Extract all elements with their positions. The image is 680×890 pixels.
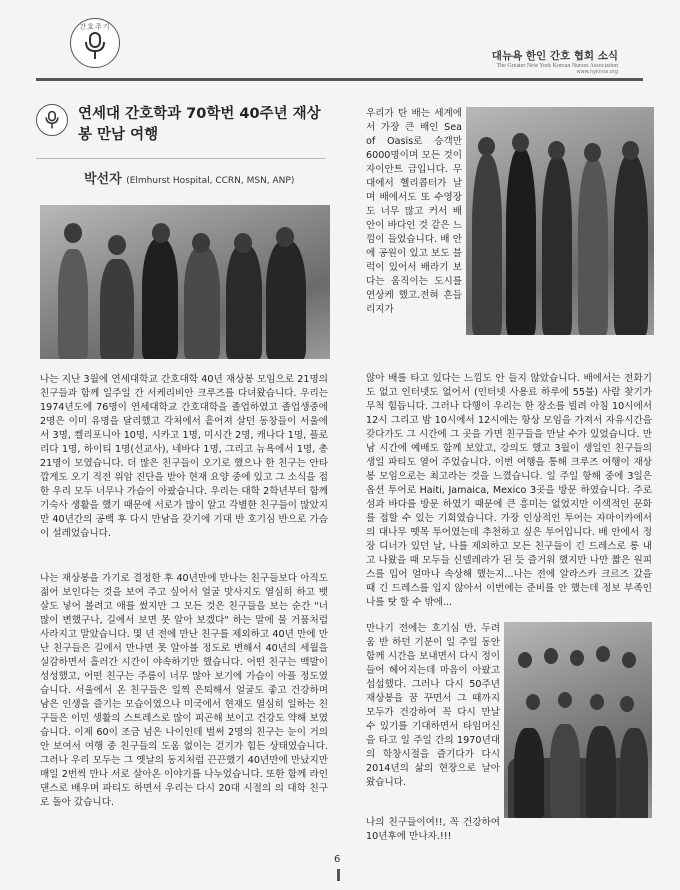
group-photo-dinner-dresses (466, 107, 654, 335)
logo (70, 18, 120, 68)
author-credentials: (Elmhurst Hospital, CCRN, MSN, ANP) (126, 176, 295, 186)
publication-url: www.nyknna.org (576, 69, 618, 75)
closing-line: 나의 친구들이여!!, 꼭 건강하여 10년후에 만나자.!!! (366, 817, 500, 842)
paragraph-cruise: 않아 배를 타고 있다는 느낌도 안 들지 않았습니다. 배에서는 전화기도 없고 인터넷도 없어서 (인터넷 사용료 하루에 55불) 사람 찾기가 무척 힘듭니다. 그러나 다행이 우리는 한 장소를 빌려 아침 10시에서 12시 그리고 밤 10시에서 12시에는 항상 모임을 가져서 자유시간을 갖다가도 그 시간에 그 곳을 가면 친구들을 만날 수가 있었습니다. 만남 시간에 예배도 함께 보았고, 강의도 했고 3월이 생일인 친구들의 생일 파티도 열어 주었습니다. 이번 여행을 통해 크루즈 여행이 재상봉 모임으로는 최고라는 것을 느꼈습니다. 일 주일 항해 중에 3일은 옵션 투어로 Haiti, Jamaica, Mexico 3곳을 방문 하였습니다. 주로 섬과 바다를 방문 하였기 때문에 큰 흥미는 없었지만 이색적인 문화를 접할 수 있는 기회였습니다. 가장 인상적인 투어는 자마이카에서의 대나무 뗏목 투어였는데 추천하고 싶은 투어입니다. 배 안에서 정장 디너가 있던 날, 나를 제외하고 모든 친구들이 긴 드레스로 롱 내고 나왔을 때 모두들 신델레라가 된 듯 즐거워 했지만 나만 짧은 원피스를 입어 얼마나 속상해 했는지...나는 전에 알라스카 크르즈 갔을 때 긴 드레스를 입지 않아서 이번에는 준비를 안 했는데 정보 부족인 나를 탓 할 수 밖에... (366, 373, 652, 608)
stethoscope-icon (43, 110, 61, 130)
publication-subtitle: The Greater New York Korean Nurses Association (496, 63, 618, 69)
header-rule (36, 78, 643, 81)
article-author (84, 168, 294, 187)
article-title: 연세대 간호학과 70학번 40주년 재상봉 만남 여행 (78, 106, 321, 143)
article-icon (36, 104, 68, 136)
group-photo-cruise-deck (40, 205, 330, 359)
paragraph-reunion: 나는 재상봉을 가기로 결정한 후 40년만에 만나는 친구들보다 아직도 젊어 보인다는 것을 보여 주고 싶어서 얼굴 맛사지도 열심히 하고 뱃살도 넣어 볼려고 애를 썼지만 그 모든 것은 친구들을 보는 순간 "너 많이 변했구나, 길에서 보면 못 알아 보겠다" 하는 말에 물 거품처럼 사라지고 말았습니다. 몇 년 전에 만난 친구를 제외하고 40년 만에 만난 친구들은 길에서 만나면 못 알아볼 정도로 변해서 40년의 세월을 실감하면서 흘러간 시간이 야속하기만 했습니다. 어떤 친구는 백발이 성성했고, 어떤 친구는 주름이 너무 많아 보기에 가슴이 아플 정도였습니다. 서울에서 온 친구들은 일찍 은퇴해서 얼굴도 좋고 건강하며 남은 인생을 즐기는 모습이였으나 미국에서 현재도 열심히 일하는 친구들은 이민 생활의 스트레스로 많이 피곤해 보이고 건강도 약해 보였습니다. 이제 60이 조금 넘은 나이인데 벌써 2명의 친구는 눈이 거의 안 보여서 여행 중 친구들의 도움 없이는 걷기가 힘든 상태였습니다. 그러나 우리 모두는 그 옛날의 동지처럼 끈끈했기 40년만에 만났지만 매일 2번씩 만나 서로 살아온 이야기를 나누었습니다. 또한 함께 라인 댄스로 배우며 파티도 하면서 우리는 다시 20대 시절의 의 대학 친구로 돌아 갔습니다. (40, 573, 328, 808)
stethoscope-icon (81, 31, 109, 61)
page-number: 6 (334, 854, 341, 865)
paragraph-farewell: 만나기 전에는 호기심 반, 두려움 반 하던 기분이 일 주일 동안 함께 시간을 보내면서 다시 정이 들어 헤어지는데 마음이 아팠고 섭섭했다. 그러나 다시 50주년 재상봉을 꿈 꾸면서 그 때까지 모두가 건강하여 꼭 다시 만날 수 있기를 기대하면서 타임머신을 타고 일 주일 간의 1970년대의 학창시절을 즐기다가 다시 2014년의 삶의 현장으로 날아 왔습니다. (366, 623, 500, 788)
paragraph-ship: 우리가 탄 배는 세계에서 가장 큰 배인 Sea of Oasis로 승객만 6000명이며 모든 것이 자이안트 급입니다. 무대에서 헬리콥터가 날며 배에서도 또 수영장도 너무 많고 커서 배 안이 바다인 것 같은 느낌이 들었습니다. 배 안에 공원이 있고 보도 블럭이 있어서 배라기 보다는 움직이는 도시를 연상케 했고.전혀 흔들리지가 (366, 108, 462, 315)
paragraph-intro: 나는 지난 3월에 연세대학교 간호대학 40년 재상봉 모임으로 21명의 친구들과 함께 일주일 간 서케리비안 크루즈를 다녀왔습니다. 우리는 1974년도에 76명이 연세대학교 간호대학을 졸업하였고 졸업생중에 2명은 이미 유명을 달리했고 각처에서 흩어져 살던 동창들이 서울에서 3명, 켈리포니아 10명, 시카고 1명, 미시간 2명, 캐나다 1명, 플로리다 1명, 하이티 1명(선교사), 네바다 1명, 그리고 뉴욕에서 1명, 총 21명이 모였습니다. 더 많은 친구들이 오기로 했으나 한 친구는 안타깝게도 오기 직전 위암 진단을 받아 현재 요양 중에 있고 그 소식을 접한 우리 모두 너무나 가슴이 아팠습니다. 우리는 대학 2학년부터 함께 기숙사 생활을 했기 때문에 서로가 많이 알고 각별한 친구들이 많았지만 40년간의 공백 후 다시 만남을 갖기에 기대 반 호기심 반으로 가슴이 설레었습니다. (40, 374, 328, 539)
publication-title: 대뉴욕 한인 간호 협회 소식 (491, 50, 618, 62)
group-photo-large (504, 622, 652, 818)
page-marker (337, 869, 340, 881)
title-divider (36, 158, 326, 159)
publication-header (492, 48, 618, 75)
author-name: 박선자 (84, 172, 122, 187)
logo-text: 간호주기 (79, 23, 111, 31)
